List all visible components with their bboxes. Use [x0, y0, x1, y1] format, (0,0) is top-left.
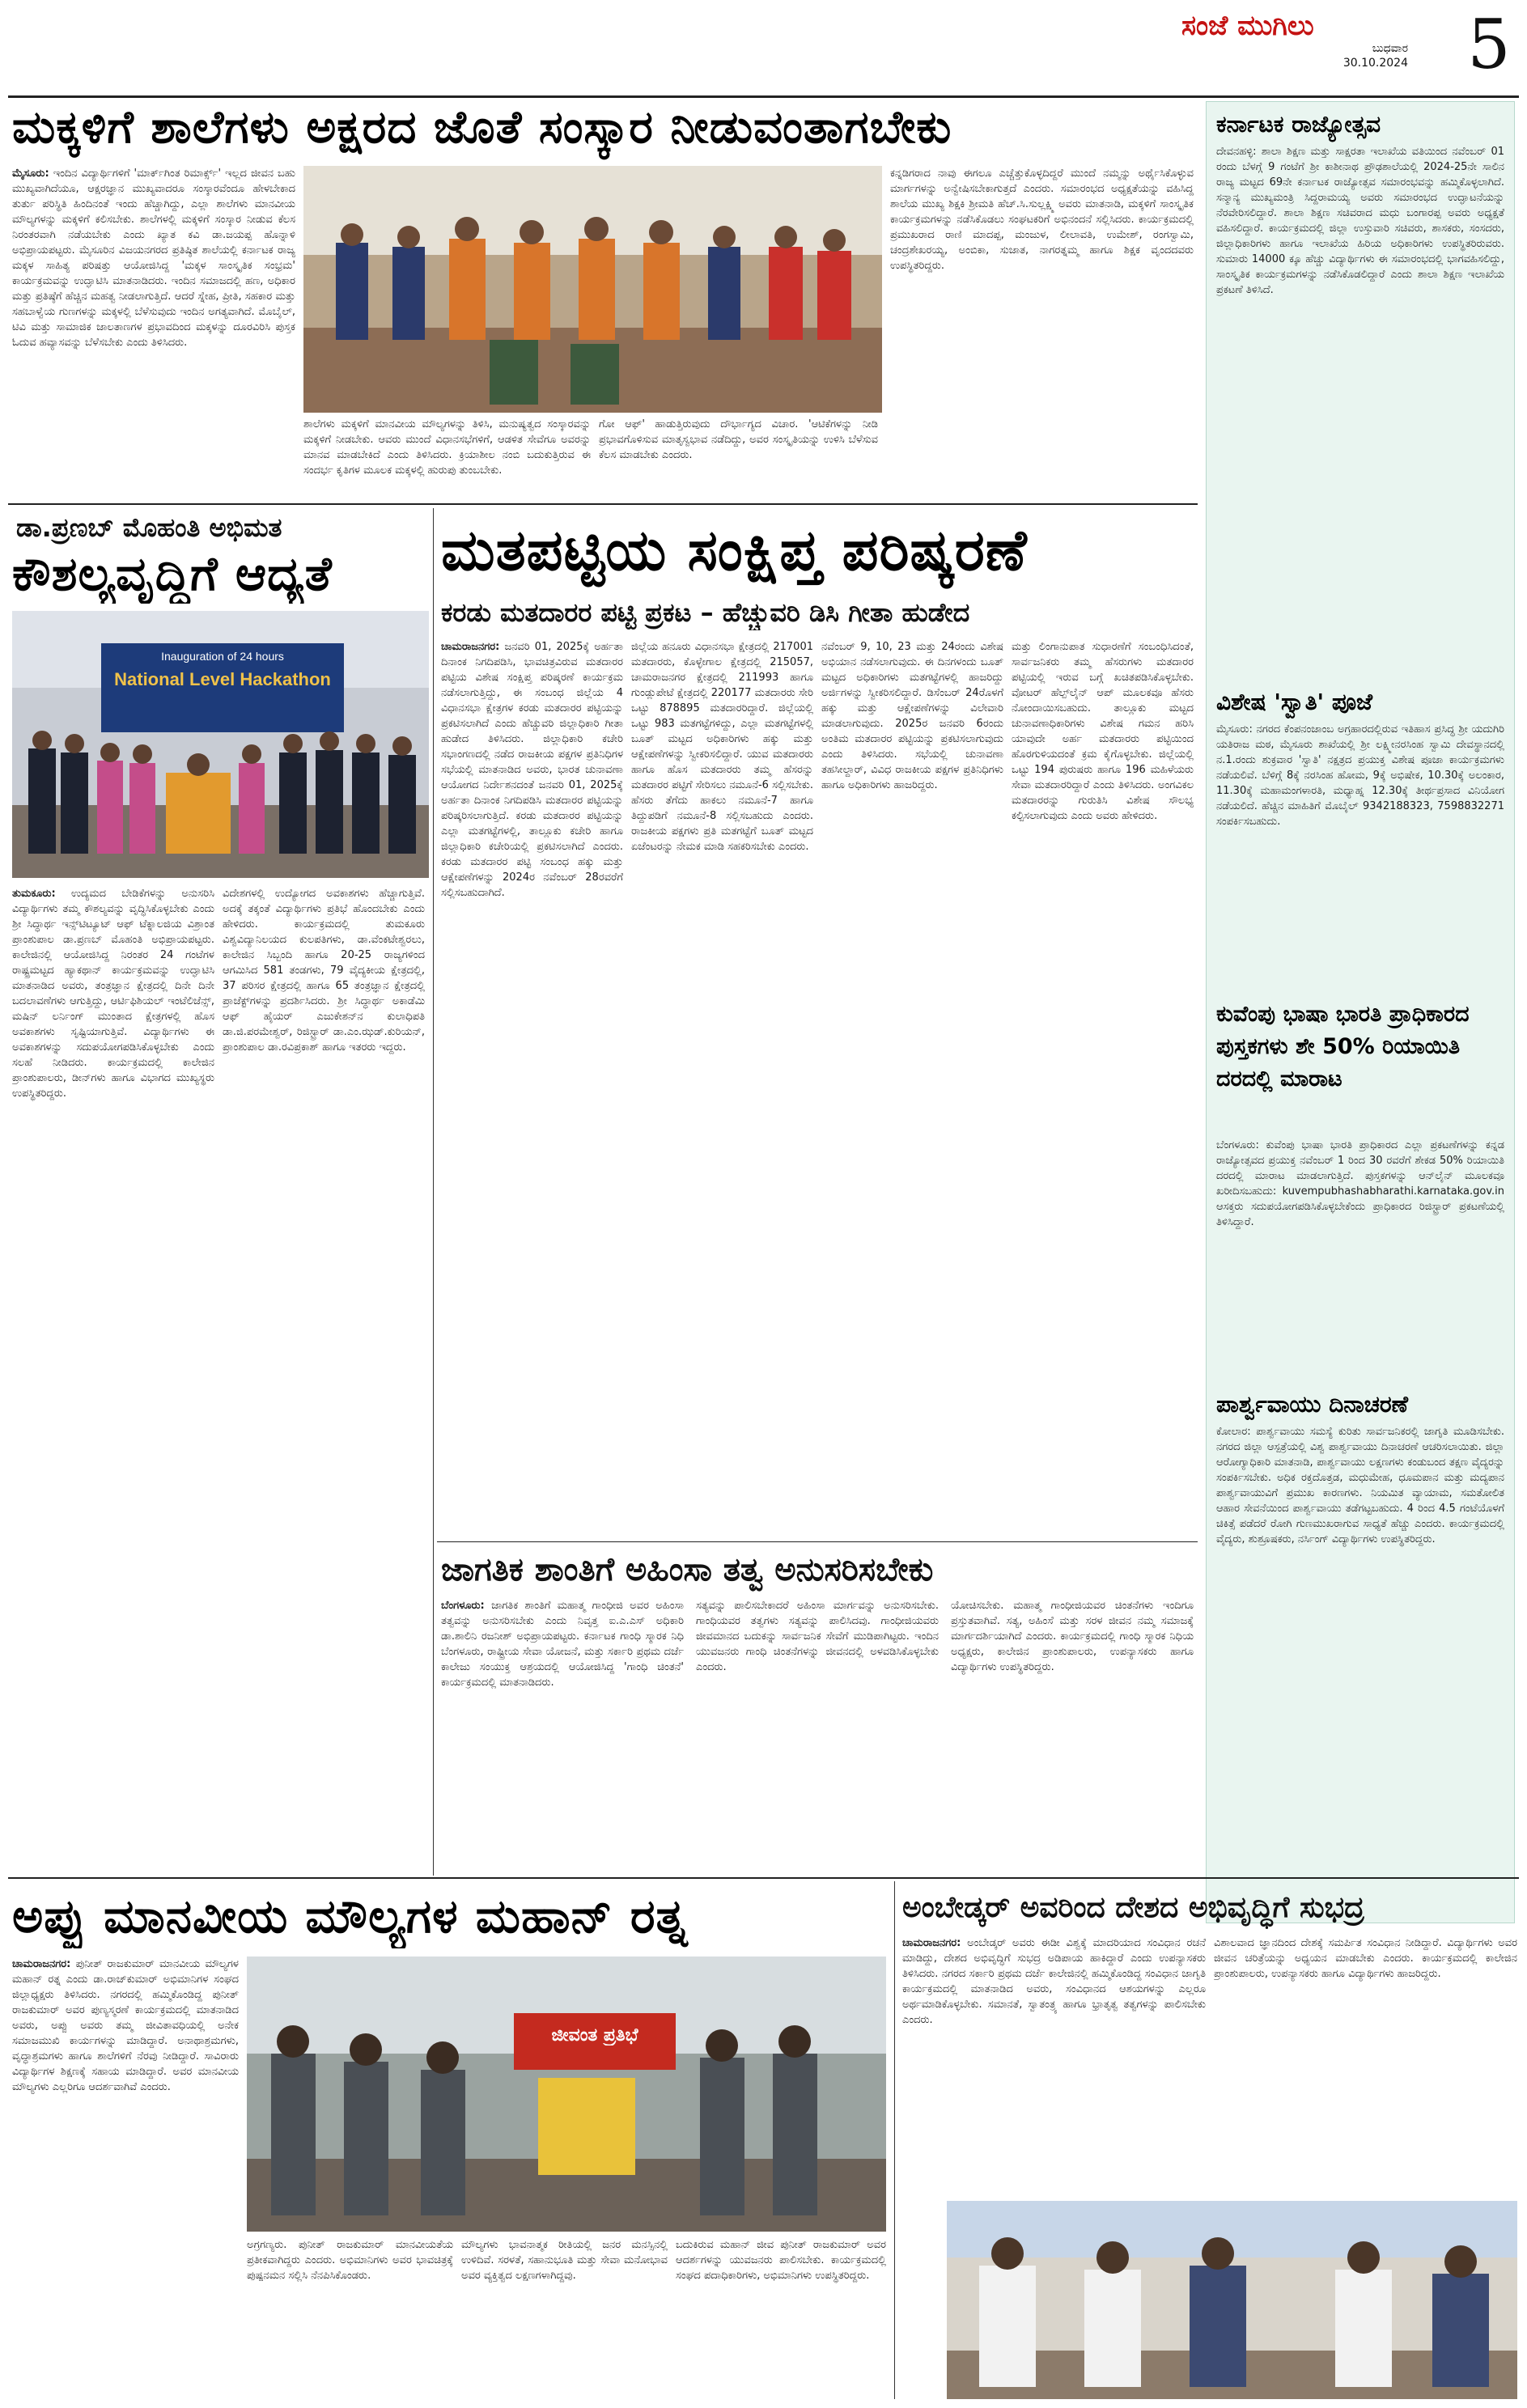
article1-col1 [12, 166, 295, 409]
hackathon-banner-line2: National Level Hackathon [114, 669, 331, 689]
article5-col3-text: ಮೌಲ್ಯಗಳು ಭಾವನಾತ್ಮಕ ರೀತಿಯಲ್ಲಿ ಜನರ ಮನಸ್ಸಿನಲ್ಲಿ ಉಳಿದಿವೆ. ಸರಳತೆ, ಸಹಾನುಭೂತಿ ಮತ್ತು ಸೇವಾ ಮನೋಭಾವ ಅವರ ವ್ಯಕ್ತಿತ್ವದ ಲಕ್ಷಣಗಳಾಗಿದ್ದವು. [461, 2239, 668, 2282]
article5-banner-text: ಜೀವಂತ ಪ್ರತಿಭೆ [551, 2025, 638, 2046]
article3-col1 [441, 639, 623, 1537]
article2-col1 [12, 886, 214, 1857]
sidebar-s4-body: ಕೋಲಾರ: ಪಾರ್ಶ್ವವಾಯು ಸಮಸ್ಯೆ ಕುರಿತು ಸಾರ್ವಜನಿಕರಲ್ಲಿ ಜಾಗೃತಿ ಮೂಡಿಸಬೇಕು. ನಗರದ ಜಿಲ್ಲಾ ಆಸ್ಪತ್ರೆಯಲ್ಲಿ ವಿಶ್ವ ಪಾರ್ಶ್ವವಾಯು ದಿನಾಚರಣೆ ಆಚರಿಸಲಾಯಿತು. ಜಿಲ್ಲಾ ಆರೋಗ್ಯಾಧಿಕಾರಿ ಮಾತನಾಡಿ, ಪಾರ್ಶ್ವವಾಯು ಲಕ್ಷಣಗಳು ಕಂಡುಬಂದ ತಕ್ಷಣ ವೈದ್ಯರನ್ನು ಸಂಪರ್ಕಿಸಬೇಕು. ಅಧಿಕ ರಕ್ತದೊತ್ತಡ, ಮಧುಮೇಹ, ಧೂಮಪಾನ ಮತ್ತು ಮದ್ಯಪಾನ ಪಾರ್ಶ್ವವಾಯುವಿಗೆ ಪ್ರಮುಖ ಕಾರಣಗಳು. ನಿಯಮಿತ ವ್ಯಾಯಾಮ, ಸಮತೋಲಿತ ಆಹಾರ ಸೇವನೆಯಿಂದ ಪಾರ್ಶ್ವವಾಯು ತಡೆಗಟ್ಟಬಹುದು. 4 ರಿಂದ 4.5 ಗಂಟೆಯೊಳಗೆ ಚಿಕಿತ್ಸೆ ಪಡೆದರೆ ರೋಗಿ ಗುಣಮುಖರಾಗುವ ಸಾಧ್ಯತೆ ಹೆಚ್ಚು ಎಂದರು. ಕಾರ್ಯಕ್ರಮದಲ್ಲಿ ವೈದ್ಯರು, ಶುಶ್ರೂಷಕರು, ನರ್ಸಿಂಗ್ ವಿದ್ಯಾರ್ಥಿಗಳು ಉಪಸ್ಥಿತರಿದ್ದರು. [1216, 1426, 1504, 1545]
article1-col2-text: ಶಾಲೆಗಳು ಮಕ್ಕಳಿಗೆ ಮಾನವೀಯ ಮೌಲ್ಯಗಳನ್ನು ತಿಳಿಸಿ, ಮನುಷ್ಯತ್ವದ ಸಂಸ್ಕಾರವನ್ನು ಮಕ್ಕಳಿಗೆ ನೀಡಬೇಕು. ಆವರು ಮುಂದೆ ವಿಧಾನಸಭೆಗಳಿಗೆ, ಆಡಳಿತ ಸೇವೆಗೂ ಅವರನ್ನು ಮಾನವ ಮಾಡಬೇಕಿದೆ ಎಂದು ತಿಳಿಸಿದರು. ಕ್ರಿಯಾಶೀಲ ನಂಬಿ ಬದುಕುತ್ತಿರುವ ಈ ಸಂದರ್ಭ ಕೃತಿಗಳ ಮೂಲಕ ಮಕ್ಕಳಲ್ಲಿ ಹುರುಪು ತುಂಬಬೇಕು. [303, 418, 591, 477]
article2-headline: ಕೌಶಲ್ಯವೃದ್ಧಿಗೆ ಆದ್ಯತೆ [12, 546, 333, 601]
article4-col1 [441, 1598, 684, 1865]
sidebar-s2-body: ಮೈಸೂರು: ನಗರದ ಕೆಂಪನಂಜಾಂಬ ಅಗ್ರಹಾರದಲ್ಲಿರುವ ಇತಿಹಾಸ ಪ್ರಸಿದ್ಧ ಶ್ರೀ ಯದುಗಿರಿ ಯತಿರಾಜ ಮಠ, ಮೈಸೂರು ಶಾಖೆಯಲ್ಲಿ ಶ್ರೀ ಲಕ್ಷ್ಮೀನರಸಿಂಹ ಸ್ವಾಮಿ ದೇವಸ್ಥಾನದಲ್ಲಿ ನ.1.ರಂದು ಶುಕ್ರವಾರ 'ಸ್ವಾತಿ' ನಕ್ಷತ್ರದ ಪ್ರಯುಕ್ತ ವಿಶೇಷ ಪೂಜಾ ಕಾರ್ಯಕ್ರಮಗಳು ನಡೆಯಲಿವೆ. ಬೆಳಿಗ್ಗೆ 8ಕ್ಕೆ ನರಸಿಂಹ ಹೋಮ, 9ಕ್ಕೆ ಅಭಿಷೇಕ, 10.30ಕ್ಕೆ ಅಲಂಕಾರ, 11.30ಕ್ಕೆ ಮಹಾಮಂಗಳಾರತಿ, ಮಧ್ಯಾಹ್ನ 12.30ಕ್ಕೆ ತೀರ್ಥಪ್ರಸಾದ ವಿನಿಯೋಗ ನಡೆಯಲಿದೆ. ಹೆಚ್ಚಿನ ಮಾಹಿತಿಗೆ ಮೊಬೈಲ್ 9342188323, 7598832271 ಸಂಪರ್ಕಿಸಬಹುದು. [1216, 723, 1504, 828]
article6-col1 [902, 1935, 1206, 2178]
right-sidebar [1206, 101, 1515, 1923]
article2-dateline: ತುಮಕೂರು: [12, 888, 56, 900]
article5-col1 [12, 1956, 239, 2397]
article1-col2 [303, 417, 591, 498]
masthead-logo-text: ಸಂಜೆ ಮುಗಿಲು [1181, 10, 1314, 42]
article2-col2 [223, 886, 425, 1857]
article5-col4-text: ಬದುಕಿರುವ ಮಹಾನ್ ಜೀವ ಪುನೀತ್ ರಾಜಕುಮಾರ್ ಅವರ ಆದರ್ಶಗಳನ್ನು ಯುವಜನರು ಪಾಲಿಸಬೇಕು. ಕಾರ್ಯಕ್ರಮದಲ್ಲಿ ಸಂಘದ ಪದಾಧಿಕಾರಿಗಳು, ಅಭಿಮಾನಿಗಳು ಉಪಸ್ಥಿತರಿದ್ದರು. [676, 2239, 886, 2282]
article3-col2-text: ಜಿಲ್ಲೆಯ ಹನೂರು ವಿಧಾನಸಭಾ ಕ್ಷೇತ್ರದಲ್ಲಿ 217001 ಮತದಾರರು, ಕೊಳ್ಳೇಗಾಲ ಕ್ಷೇತ್ರದಲ್ಲಿ 215057, ಚಾಮರಾಜನಗರ ಕ್ಷೇತ್ರದಲ್ಲಿ 211993 ಹಾಗೂ ಗುಂಡ್ಲುಪೇಟೆ ಕ್ಷೇತ್ರದಲ್ಲಿ 220177 ಮತದಾರರು ಸೇರಿ ಒಟ್ಟು 878895 ಮತದಾರರಿದ್ದಾರೆ. ಜಿಲ್ಲೆಯಲ್ಲಿ ಒಟ್ಟು 983 ಮತಗಟ್ಟೆಗಳಿದ್ದು, ಎಲ್ಲಾ ಮತಗಟ್ಟೆಗಳಲ್ಲಿ ಬೂತ್ ಮಟ್ಟದ ಅಧಿಕಾರಿಗಳು ಹಕ್ಕು ಮತ್ತು ಆಕ್ಷೇಪಣೆಗಳನ್ನು ಸ್ವೀಕರಿಸಲಿದ್ದಾರೆ. ಯುವ ಮತದಾರರು ಹಾಗೂ ಹೊಸ ಮತದಾರರು ತಮ್ಮ ಹೆಸರನ್ನು ಮತದಾರರ ಪಟ್ಟಿಗೆ ಸೇರಿಸಲು ನಮೂನೆ-6 ಸಲ್ಲಿಸಬೇಕು. ಹೆಸರು ತೆಗೆದು ಹಾಕಲು ನಮೂನೆ-7 ಹಾಗೂ ತಿದ್ದುಪಡಿಗೆ ನಮೂನೆ-8 ಸಲ್ಲಿಸಬಹುದು ಎಂದರು. ರಾಜಕೀಯ ಪಕ್ಷಗಳು ಪ್ರತಿ ಮತಗಟ್ಟೆಗೆ ಬೂತ್ ಮಟ್ಟದ ಏಜೆಂಟರನ್ನು ನೇಮಕ ಮಾಡಿ ಸಹಕರಿಸಬೇಕು ಎಂದರು. [631, 641, 813, 853]
article2-photo [12, 611, 429, 878]
sidebar-s3-title: ಕುವೆಂಪು ಭಾಷಾ ಭಾರತಿ ಪ್ರಾಧಿಕಾರದ ಪುಸ್ತಕಗಳು ಶೇ 50% ರಿಯಾಯಿತಿ ದರದಲ್ಲಿ ಮಾರಾಟ [1216, 1002, 1470, 1092]
article4-col1-text: ಜಾಗತಿಕ ಶಾಂತಿಗೆ ಮಹಾತ್ಮ ಗಾಂಧೀಜಿ ಅವರ ಅಹಿಂಸಾ ತತ್ವವನ್ನು ಅನುಸರಿಸಬೇಕು ಎಂದು ನಿವೃತ್ತ ಐ.ಎ.ಎಸ್ ಅಧಿಕಾರಿ ಡಾ.ಶಾಲಿನಿ ರಜನೀಶ್ ಅಭಿಪ್ರಾಯಪಟ್ಟರು. ಕರ್ನಾಟಕ ಗಾಂಧಿ ಸ್ಮಾರಕ ನಿಧಿ ಬೆಂಗಳೂರು, ರಾಷ್ಟ್ರೀಯ ಸೇವಾ ಯೋಜನೆ, ಮತ್ತು ಸರ್ಕಾರಿ ಪ್ರಥಮ ದರ್ಜೆ ಕಾಲೇಜು ಸಂಯುಕ್ತ ಆಶ್ರಯದಲ್ಲಿ ಆಯೋಜಿಸಿದ್ದ 'ಗಾಂಧಿ ಚಿಂತನೆ' ಕಾರ್ಯಕ್ರಮದಲ್ಲಿ ಮಾತನಾಡಿದರು. [441, 1600, 684, 1689]
article5-right-rule [894, 1881, 895, 2399]
hackathon-banner-line1: Inauguration of 24 hours [161, 650, 284, 663]
article3-col4 [1012, 639, 1194, 1537]
sidebar-s4-title: ಪಾರ್ಶ್ವವಾಯು ದಿನಾಚರಣೆ [1216, 1391, 1409, 1418]
article3-dateline: ಚಾಮರಾಜನಗರ: [441, 641, 500, 653]
article5-dateline: ಚಾಮರಾಜನಗರ: [12, 1958, 71, 1970]
article1-col4 [890, 166, 1194, 498]
article5-col1-text: ಪುನೀತ್ ರಾಜಕುಮಾರ್ ಮಾನವೀಯ ಮೌಲ್ಯಗಳ ಮಹಾನ್ ರತ್ನ ಎಂದು ಡಾ.ರಾಜ್‌ಕುಮಾರ್ ಅಭಿಮಾನಿಗಳ ಸಂಘದ ಜಿಲ್ಲಾಧ್ಯಕ್ಷರು ತಿಳಿಸಿದರು. ನಗರದಲ್ಲಿ ಹಮ್ಮಿಕೊಂಡಿದ್ದ ಪುನೀತ್ ರಾಜಕುಮಾರ್ ಅವರ ಪುಣ್ಯಸ್ಮರಣೆ ಕಾರ್ಯಕ್ರಮದಲ್ಲಿ ಮಾತನಾಡಿದ ಅವರು, ಅಪ್ಪು ಅವರು ತಮ್ಮ ಜೀವಿತಾವಧಿಯಲ್ಲಿ ಅನೇಕ ಸಮಾಜಮುಖಿ ಕಾರ್ಯಗಳನ್ನು ಮಾಡಿದ್ದಾರೆ. ಅನಾಥಾಶ್ರಮಗಳು, ವೃದ್ಧಾಶ್ರಮಗಳು ಹಾಗೂ ಶಾಲೆಗಳಿಗೆ ನೆರವು ನೀಡಿದ್ದಾರೆ. ಸಾವಿರಾರು ವಿದ್ಯಾರ್ಥಿಗಳ ಶಿಕ್ಷಣಕ್ಕೆ ಸಹಾಯ ಮಾಡಿದ್ದಾರೆ. ಅವರ ಮಾನವೀಯ ಮೌಲ್ಯಗಳು ಎಲ್ಲರಿಗೂ ಆದರ್ಶವಾಗಿವೆ ಎಂದರು. [12, 1958, 239, 2093]
article3-col4-text: ಮತ್ತು ಲಿಂಗಾನುಪಾತ ಸುಧಾರಣೆಗೆ ಸಂಬಂಧಿಸಿದಂತೆ, ಸಾರ್ವಜನಿಕರು ತಮ್ಮ ಹೆಸರುಗಳು ಮತದಾರರ ಪಟ್ಟಿಯಲ್ಲಿ ಇರುವ ಬಗ್ಗೆ ಖಚಿತಪಡಿಸಿಕೊಳ್ಳಬೇಕು. ವೋಟರ್ ಹೆಲ್ಪ್‌ಲೈನ್ ಆಪ್ ಮೂಲಕವೂ ಹೆಸರು ನೋಂದಾಯಿಸಬಹುದು. ತಾಲ್ಲೂಕು ಮಟ್ಟದ ಚುನಾವಣಾಧಿಕಾರಿಗಳು ವಿಶೇಷ ಗಮನ ಹರಿಸಿ ಯಾವುದೇ ಅರ್ಹ ಮತದಾರರು ಪಟ್ಟಿಯಿಂದ ಹೊರಗುಳಿಯದಂತೆ ಕ್ರಮ ಕೈಗೊಳ್ಳಬೇಕು. ಜಿಲ್ಲೆಯಲ್ಲಿ ಒಟ್ಟು 194 ಪುರುಷರು ಹಾಗೂ 196 ಮಹಿಳೆಯರು ಸೇವಾ ಮತದಾರರಿದ್ದಾರೆ ಎಂದು ತಿಳಿಸಿದರು. ಅಂಗವಿಕಲ ಮತದಾರರನ್ನು ಗುರುತಿಸಿ ವಿಶೇಷ ಸೌಲಭ್ಯ ಕಲ್ಪಿಸಲಾಗುವುದು ಎಂದು ಅವರು ಹೇಳಿದರು. [1012, 641, 1194, 822]
article3-bottom-rule [437, 1541, 1198, 1542]
article2-col2-text: ವಿದೇಶಗಳಲ್ಲಿ ಉದ್ಯೋಗದ ಅವಕಾಶಗಳು ಹೆಚ್ಚಾಗುತ್ತಿವೆ. ಅದಕ್ಕೆ ತಕ್ಕಂತೆ ವಿದ್ಯಾರ್ಥಿಗಳು ಪ್ರತಿಭೆ ಹೊಂದಬೇಕು ಎಂದು ಹೇಳಿದರು. ಕಾರ್ಯಕ್ರಮದಲ್ಲಿ ತುಮಕೂರು ವಿಶ್ವವಿದ್ಯಾನಿಲಯದ ಕುಲಪತಿಗಳು, ಡಾ.ವೆಂಕಟೇಶ್ವರಲು, ಕಾಲೇಜಿನ ಸಿಬ್ಬಂದಿ ಹಾಗೂ 20-25 ರಾಜ್ಯಗಳಿಂದ ಆಗಮಿಸಿದ 581 ತಂಡಗಳು, 79 ವೈದ್ಯಕೀಯ ಕ್ಷೇತ್ರದಲ್ಲಿ, 37 ಪರಿಸರ ಕ್ಷೇತ್ರದಲ್ಲಿ ಹಾಗೂ 65 ತಂತ್ರಜ್ಞಾನ ಕ್ಷೇತ್ರದಲ್ಲಿ ಪ್ರಾಜೆಕ್ಟ್‌ಗಳನ್ನು ಪ್ರದರ್ಶಿಸಿದರು. ಶ್ರೀ ಸಿದ್ಧಾರ್ಥ ಅಕಾಡೆಮಿ ಆಫ್ ಹೈಯರ್ ಎಜುಕೇಶನ್‌ನ ಕುಲಾಧಿಪತಿ ಡಾ.ಜಿ.ಪರಮೇಶ್ವರ್, ರಿಜಿಸ್ಟ್ರಾರ್ ಡಾ.ಎಂ.ಝಡ್.ಕುರಿಯನ್, ಪ್ರಾಂಶುಪಾಲ ಡಾ.ರವಿಪ್ರಕಾಶ್ ಹಾಗೂ ಇತರರು ಇದ್ದರು. [223, 888, 425, 1054]
article5-photo [247, 1956, 886, 2232]
masthead-logo [1181, 8, 1449, 65]
article3-headline: ಮತಪಟ್ಟಿಯ ಸಂಕ್ಷಿಪ್ತ ಪರಿಷ್ಕರಣೆ [441, 517, 1028, 583]
article2-col1-text: ಉದ್ಯಮದ ಬೇಡಿಕೆಗಳನ್ನು ಅನುಸರಿಸಿ ವಿದ್ಯಾರ್ಥಿಗಳು ತಮ್ಮ ಕೌಶಲ್ಯವನ್ನು ವೃದ್ಧಿಸಿಕೊಳ್ಳಬೇಕು ಎಂದು ಶ್ರೀ ಸಿದ್ಧಾರ್ಥ ಇನ್ಸ್‌ಟಿಟ್ಯೂಟ್ ಆಫ್ ಟೆಕ್ನಾಲಜಿಯ ವಿಶ್ರಾಂತ ಪ್ರಾಂಶುಪಾಲ ಡಾ.ಪ್ರಣಬ್ ಮೊಹಂತಿ ಅಭಿಪ್ರಾಯಪಟ್ಟರು. ಕಾಲೇಜಿನಲ್ಲಿ ಆಯೋಜಿಸಿದ್ದ ನಿರಂತರ 24 ಗಂಟೆಗಳ ರಾಷ್ಟ್ರಮಟ್ಟದ ಹ್ಯಾಕಥಾನ್ ಕಾರ್ಯಕ್ರಮವನ್ನು ಉದ್ಘಾಟಿಸಿ ಮಾತನಾಡಿದ ಅವರು, ತಂತ್ರಜ್ಞಾನ ಕ್ಷೇತ್ರದಲ್ಲಿ ದಿನೇ ದಿನೇ ಬದಲಾವಣೆಗಳು ಆಗುತ್ತಿದ್ದು, ಆರ್ಟಿಫಿಶಿಯಲ್ ಇಂಟೆಲಿಜೆನ್ಸ್, ಮಷಿನ್ ಲರ್ನಿಂಗ್ ಮುಂತಾದ ಕ್ಷೇತ್ರಗಳಲ್ಲಿ ಹೊಸ ಅವಕಾಶಗಳು ಸೃಷ್ಟಿಯಾಗುತ್ತಿವೆ. ವಿದ್ಯಾರ್ಥಿಗಳು ಈ ಅವಕಾಶಗಳನ್ನು ಸದುಪಯೋಗಪಡಿಸಿಕೊಳ್ಳಬೇಕು ಎಂದು ಸಲಹೆ ನೀಡಿದರು. ಕಾರ್ಯಕ್ರಮದಲ್ಲಿ ಕಾಲೇಜಿನ ಪ್ರಾಂಶುಪಾಲರು, ಡೀನ್‌ಗಳು ಹಾಗೂ ವಿಭಾಗದ ಮುಖ್ಯಸ್ಥರು ಉಪಸ್ಥಿತರಿದ್ದರು. [12, 888, 214, 1100]
article1-col1-text: ಇಂದಿನ ವಿದ್ಯಾರ್ಥಿಗಳಿಗೆ 'ಮಾರ್ಕ್‌ಗಿಂತ ರಿಮಾರ್ಕ್ಸ್' ಇಲ್ಲದ ಜೀವನ ಬಹು ಮುಖ್ಯವಾಗಿದೆಯೂ, ಆಕ್ಷರಜ್ಞಾನ ಮುಖ್ಯವಾದರೂ ಸಂಸ್ಕಾರವೆಂದೂ ಹೇಳಬೇಕಾದ ತುರ್ತು ಪರಿಸ್ಥಿತಿ ಹಿಂದಿನಂತೆ ಇಂದು ಹೆಚ್ಚಾಗಿದ್ದು, ಎಲ್ಲಾ ಶಾಲೆಗಳು ಮಾನವೀಯ ಮೌಲ್ಯಗಳನ್ನು ಮಕ್ಕಳಿಗೆ ಕಲಿಸಬೇಕು. ಶಾಲೆಗಳಲ್ಲಿ ಮಕ್ಕಳಿಗೆ ಸಂಸ್ಕಾರ ನೀಡುವ ಕೆಲಸ ನಿರಂತರವಾಗಿ ನಡೆಯಬೇಕು ಎಂದು ಖ್ಯಾತ ಕವಿ ಡಾ.ಜಯಪ್ಪ ಹೊನ್ನಾಳಿ ಅಭಿಪ್ರಾಯಪಟ್ಟರು. ಮೈಸೂರಿನ ವಿಜಯನಗರದ ಪ್ರತಿಷ್ಠಿತ ಶಾಲೆಯಲ್ಲಿ ಕರ್ನಾಟಕ ರಾಜ್ಯ ಮಕ್ಕಳ ಸಾಹಿತ್ಯ ಪರಿಷತ್ತು ಆಯೋಜಿಸಿದ್ದ 'ಮಕ್ಕಳ ಸಾಂಸ್ಕೃತಿಕ ಸಂಭ್ರಮ' ಕಾರ್ಯಕ್ರಮವನ್ನು ಉದ್ಘಾಟಿಸಿ ಮಾತನಾಡಿದರು. ಇಂದಿನ ಸಮಾಜದಲ್ಲಿ ಹಣ, ಅಧಿಕಾರ ಮತ್ತು ಪ್ರತಿಷ್ಠೆಗೆ ಹೆಚ್ಚಿನ ಮಹತ್ವ ನೀಡಲಾಗುತ್ತಿದೆ. ಆದರೆ ಸ್ನೇಹ, ಪ್ರೀತಿ, ಸಹಕಾರ ಮತ್ತು ಸಹಬಾಳ್ವೆಯ ಗುಣಗಳನ್ನು ಮಕ್ಕಳಲ್ಲಿ ಬೆಳೆಸುವುದು ಇಂದಿನ ಅಗತ್ಯವಾಗಿದೆ. ಮೊಬೈಲ್, ಟಿವಿ ಮತ್ತು ಸಾಮಾಜಿಕ ಜಾಲತಾಣಗಳ ಪ್ರಭಾವದಿಂದ ಮಕ್ಕಳನ್ನು ದೂರವಿರಿಸಿ ಪುಸ್ತಕ ಓದುವ ಹವ್ಯಾಸವನ್ನು ಬೆಳೆಸಬೇಕು ಎಂದು ತಿಳಿಸಿದರು. [12, 167, 295, 349]
article4-headline: ಜಾಗತಿಕ ಶಾಂತಿಗೆ ಅಹಿಂಸಾ ತತ್ವ ಅನುಸರಿಸಬೇಕು [441, 1551, 934, 1588]
article1-headline: ಮಕ್ಕಳಿಗೆ ಶಾಲೆಗಳು ಅಕ್ಷರದ ಜೊತೆ ಸಂಸ್ಕಾರ ನೀಡುವಂತಾಗಬೇಕು [12, 101, 952, 154]
sidebar-s1-body: ದೇವನಹಳ್ಳಿ: ಶಾಲಾ ಶಿಕ್ಷಣ ಮತ್ತು ಸಾಕ್ಷರತಾ ಇಲಾಖೆಯ ವತಿಯಿಂದ ನವೆಂಬರ್ 01 ರಂದು ಬೆಳಗ್ಗೆ 9 ಗಂಟೆಗೆ ಶ್ರೀ ಕಾಶೀನಾಥ ಪ್ರೌಢಶಾಲೆಯಲ್ಲಿ 2024-25ನೇ ಸಾಲಿನ ರಾಜ್ಯ ಮಟ್ಟದ 69ನೇ ಕರ್ನಾಟಕ ರಾಜ್ಯೋತ್ಸವ ಸಮಾರಂಭವನ್ನು ಹಮ್ಮಿಕೊಳ್ಳಲಾಗಿದೆ. ಸನ್ಮಾನ್ಯ ಮುಖ್ಯಮಂತ್ರಿ ಸಿದ್ದರಾಮಯ್ಯ ಅವರು ಸಮಾರಂಭದ ಉದ್ಘಾಟನೆಯನ್ನು ನೆರವೇರಿಸಲಿದ್ದಾರೆ. ಶಾಲಾ ಶಿಕ್ಷಣ ಸಚಿವರಾದ ಮಧು ಬಂಗಾರಪ್ಪ ಅವರು ಅಧ್ಯಕ್ಷತೆ ವಹಿಸಲಿದ್ದಾರೆ. ಕಾರ್ಯಕ್ರಮದಲ್ಲಿ ಜಿಲ್ಲಾ ಉಸ್ತುವಾರಿ ಸಚಿವರು, ಶಾಸಕರು, ಸಂಸದರು, ಜಿಲ್ಲಾಧಿಕಾರಿಗಳು ಹಾಗೂ ಇಲಾಖೆಯ ಹಿರಿಯ ಅಧಿಕಾರಿಗಳು ಉಪಸ್ಥಿತರಿರುವರು. ಸುಮಾರು 14000 ಕ್ಕೂ ಹೆಚ್ಚು ವಿದ್ಯಾರ್ಥಿಗಳು ಈ ಸಮಾರಂಭದಲ್ಲಿ ಭಾಗವಹಿಸಲಿದ್ದು, ಸಾಂಸ್ಕೃತಿಕ ಕಾರ್ಯಕ್ರಮಗಳನ್ನು ನಡೆಸಿಕೊಡಲಿದ್ದಾರೆ ಎಂದು ಶಾಲಾ ಶಿಕ್ಷಣ ಇಲಾಖೆಯ ಪ್ರಕಟಣೆ ತಿಳಿಸಿದೆ. [1216, 146, 1504, 296]
article6-col2 [1214, 1935, 1517, 2178]
article1-bottom-rule [8, 503, 1198, 505]
article5-col4 [676, 2237, 886, 2399]
article6-photo [947, 2201, 1517, 2399]
article5-headline: ಅಪ್ಪು ಮಾನವೀಯ ಮೌಲ್ಯಗಳ ಮಹಾನ್ ರತ್ನ [12, 1889, 689, 1944]
article6-headline: ಅಂಬೇಡ್ಕರ್ ಅವರಿಂದ ದೇಶದ ಅಭಿವೃದ್ಧಿಗೆ ಸುಭದ್ರ [902, 1891, 1364, 1924]
article3-subheadline: ಕರಡು ಮತದಾರರ ಪಟ್ಟಿ ಪ್ರಕಟ – ಹೆಚ್ಚುವರಿ ಡಿಸಿ ಗೀತಾ ಹುಡೇದ [441, 597, 970, 628]
article1-col3 [599, 417, 878, 498]
article6-dateline: ಚಾಮರಾಜನಗರ: [902, 1937, 961, 1949]
article2-kicker: ಡಾ.ಪ್ರಣಬ್ ಮೊಹಂತಿ ಅಭಿಮತ [16, 512, 282, 543]
sidebar-s2-title: ವಿಶೇಷ 'ಸ್ವಾತಿ' ಪೂಜೆ [1216, 689, 1372, 715]
article2-right-rule [433, 508, 434, 1876]
article1-col4-text: ಕನ್ನಡಿಗರಾದ ನಾವು ಈಗಲೂ ಎಚ್ಚೆತ್ತುಕೊಳ್ಳದಿದ್ದರೆ ಮುಂದೆ ನಮ್ಮನ್ನು ಅರ್ಥೈಸಿಕೊಳ್ಳುವ ಮಾರ್ಗಗಳನ್ನು ಅನ್ವೇಷಿಸಬೇಕಾಗುತ್ತದೆ ಎಂದರು. ಸಮಾರಂಭದ ಅಧ್ಯಕ್ಷತೆಯನ್ನು ವಹಿಸಿದ್ದ ಶಾಲೆಯ ಮುಖ್ಯ ಶಿಕ್ಷಕಿ ಶ್ರೀಮತಿ ಹೆಚ್.ಸಿ.ಸುಲ್ಲಕ್ಷ್ಮಿ ಅವರು ಮಾತನಾಡಿ, ಮಕ್ಕಳಿಗೆ ಸಾಂಸ್ಕೃತಿಕ ಕಾರ್ಯಕ್ರಮಗಳನ್ನು ನಡೆಸಿಕೊಡಲು ಸಂಘಟಕರಿಗೆ ಅಭಿನಂದನೆ ಸಲ್ಲಿಸಿದರು. ಕಾರ್ಯಕ್ರಮದಲ್ಲಿ ಪ್ರಮುಖರಾದ ರಾಣಿ ಮಾದಪ್ಪ, ಮಂಜುಳ, ಲೀಲಾವತಿ, ಉಮೇಶ್, ರಂಗಸ್ವಾಮಿ, ಚಂದ್ರಶೇಖರಯ್ಯ, ಅಂಬಿಕಾ, ಸುಜಾತ, ನಾಗರತ್ನಮ್ಮ ಹಾಗೂ ಶಿಕ್ಷಕ ವೃಂದದವರು ಉಪಸ್ಥಿತರಿದ್ದರು. [890, 167, 1194, 272]
lower-section-rule [8, 1877, 1519, 1879]
article1-col3-text: ಗೋ ಆಫ್' ಹಾಡುತ್ತಿರುವುದು ದೌರ್ಭಾಗ್ಯದ ವಿಚಾರ. 'ಆಟಿಕೆಗಳನ್ನು ನೀಡಿ ಪ್ರಭಾವಗೊಳಿಸುವ ಮಾತೃಸ್ವಭಾವ ನಡೆದಿದ್ದು, ಅವರ ಸಂಸ್ಕೃತಿಯನ್ನು ಉಳಿಸಿ ಬೆಳೆಸುವ ಕೆಲಸ ಮಾಡಬೇಕು ಎಂದರು. [599, 418, 878, 461]
article5-col3 [461, 2237, 668, 2399]
article5-col2 [247, 2237, 453, 2399]
article3-col2 [631, 639, 813, 1537]
sidebar-s3-body: ಬೆಂಗಳೂರು: ಕುವೆಂಪು ಭಾಷಾ ಭಾರತಿ ಪ್ರಾಧಿಕಾರದ ಎಲ್ಲಾ ಪ್ರಕಟಣೆಗಳನ್ನು ಕನ್ನಡ ರಾಜ್ಯೋತ್ಸವದ ಪ್ರಯುಕ್ತ ನವೆಂಬರ್ 1 ರಿಂದ 30 ರವರೆಗೆ ಶೇಕಡ 50% ರಿಯಾಯಿತಿ ದರದಲ್ಲಿ ಮಾರಾಟ ಮಾಡಲಾಗುತ್ತಿದೆ. ಪುಸ್ತಕಗಳನ್ನು ಆನ್‌ಲೈನ್ ಮೂಲಕವೂ ಖರೀದಿಸಬಹುದು: kuvempubhashabharathi.karnataka.gov.in ಆಸಕ್ತರು ಸದುಪಯೋಗಪಡಿಸಿಕೊಳ್ಳಬೇಕೆಂದು ಪ್ರಾಧಿಕಾರದ ರಿಜಿಸ್ಟ್ರಾರ್ ಪ್ರಕಟಣೆಯಲ್ಲಿ ತಿಳಿಸಿದ್ದಾರೆ. [1216, 1139, 1504, 1228]
masthead-day: ಬುಧವಾರ [1372, 42, 1408, 55]
article1-photo [303, 166, 882, 413]
article6-col2-text: ವಿಶಾಲವಾದ ಜ್ಞಾನದಿಂದ ದೇಶಕ್ಕೆ ಸಮರ್ಪಿತ ಸಂವಿಧಾನ ನೀಡಿದ್ದಾರೆ. ವಿದ್ಯಾರ್ಥಿಗಳು ಅವರ ಜೀವನ ಚರಿತ್ರೆಯನ್ನು ಅಧ್ಯಯನ ಮಾಡಬೇಕು ಎಂದರು. ಕಾರ್ಯಕ್ರಮದಲ್ಲಿ ಕಾಲೇಜಿನ ಪ್ರಾಂಶುಪಾಲರು, ಉಪನ್ಯಾಸಕರು ಹಾಗೂ ವಿದ್ಯಾರ್ಥಿಗಳು ಹಾಜರಿದ್ದರು. [1214, 1937, 1517, 1980]
sidebar-s1-title: ಕರ್ನಾಟಕ ರಾಜ್ಯೋತ್ಸವ [1216, 111, 1381, 138]
article3-col3-text: ನವೆಂಬರ್ 9, 10, 23 ಮತ್ತು 24ರಂದು ವಿಶೇಷ ಅಭಿಯಾನ ನಡೆಸಲಾಗುವುದು. ಈ ದಿನಗಳಂದು ಬೂತ್ ಮಟ್ಟದ ಅಧಿಕಾರಿಗಳು ಮತಗಟ್ಟೆಗಳಲ್ಲಿ ಹಾಜರಿದ್ದು ಅರ್ಜಿಗಳನ್ನು ಸ್ವೀಕರಿಸಲಿದ್ದಾರೆ. ಡಿಸೆಂಬರ್ 24ರೊಳಗೆ ಹಕ್ಕು ಮತ್ತು ಆಕ್ಷೇಪಣೆಗಳನ್ನು ವಿಲೇವಾರಿ ಮಾಡಲಾಗುವುದು. 2025ರ ಜನವರಿ 6ರಂದು ಅಂತಿಮ ಮತದಾರರ ಪಟ್ಟಿಯನ್ನು ಪ್ರಕಟಿಸಲಾಗುವುದು ಎಂದು ತಿಳಿಸಿದರು. ಸಭೆಯಲ್ಲಿ ಚುನಾವಣಾ ತಹಸೀಲ್ದಾರ್, ವಿವಿಧ ರಾಜಕೀಯ ಪಕ್ಷಗಳ ಪ್ರತಿನಿಧಿಗಳು ಹಾಗೂ ಅಧಿಕಾರಿಗಳು ಹಾಜರಿದ್ದರು. [821, 641, 1003, 791]
article3-col1-text: ಜನವರಿ 01, 2025ಕ್ಕೆ ಅರ್ಹತಾ ದಿನಾಂಕ ನಿಗದಿಪಡಿಸಿ, ಭಾವಚಿತ್ರವಿರುವ ಮತದಾರರ ಪಟ್ಟಿಯ ವಿಶೇಷ ಸಂಕ್ಷಿಪ್ತ ಪರಿಷ್ಕರಣೆ ಕಾರ್ಯಕ್ರಮ ನಡೆಸಲಾಗುತ್ತಿದ್ದು, ಈ ಸಂಬಂಧ ಜಿಲ್ಲೆಯ 4 ವಿಧಾನಸಭಾ ಕ್ಷೇತ್ರಗಳ ಕರಡು ಮತದಾರರ ಪಟ್ಟಿಯನ್ನು ಪ್ರಕಟಿಸಲಾಗಿದೆ ಎಂದು ಹೆಚ್ಚುವರಿ ಜಿಲ್ಲಾಧಿಕಾರಿ ಗೀತಾ ಹುಡೇದ ತಿಳಿಸಿದರು. ಜಿಲ್ಲಾಧಿಕಾರಿ ಕಚೇರಿ ಸಭಾಂಗಣದಲ್ಲಿ ನಡೆದ ರಾಜಕೀಯ ಪಕ್ಷಗಳ ಪ್ರತಿನಿಧಿಗಳ ಸಭೆಯಲ್ಲಿ ಮಾತನಾಡಿದ ಅವರು, ಭಾರತ ಚುನಾವಣಾ ಆಯೋಗದ ನಿರ್ದೇಶನದಂತೆ ಜನವರಿ 01, 2025ಕ್ಕೆ ಅರ್ಹತಾ ದಿನಾಂಕ ನಿಗದಿಪಡಿಸಿ ಮತದಾರರ ಪಟ್ಟಿಯನ್ನು ಪರಿಷ್ಕರಿಸಲಾಗುತ್ತಿದೆ. ಕರಡು ಮತದಾರರ ಪಟ್ಟಿಯನ್ನು ಎಲ್ಲಾ ಮತಗಟ್ಟೆಗಳಲ್ಲಿ, ತಾಲ್ಲೂಕು ಕಚೇರಿ ಹಾಗೂ ಜಿಲ್ಲಾಧಿಕಾರಿ ಕಚೇರಿಯಲ್ಲಿ ಪ್ರಕಟಿಸಲಾಗಿದೆ ಎಂದರು. ಕರಡು ಮತದಾರರ ಪಟ್ಟಿ ಸಂಬಂಧ ಹಕ್ಕು ಮತ್ತು ಆಕ್ಷೇಪಣೆಗಳನ್ನು 2024ರ ನವೆಂಬರ್ 28ರವರೆಗೆ ಸಲ್ಲಿಸಬಹುದಾಗಿದೆ. [441, 641, 623, 899]
article6-col1-text: ಅಂಬೇಡ್ಕರ್ ಅವರು ಈಡೀ ವಿಶ್ವಕ್ಕೆ ಮಾದರಿಯಾದ ಸಂವಿಧಾನ ರಚನೆ ಮಾಡಿದ್ದು, ದೇಶದ ಅಭಿವೃದ್ಧಿಗೆ ಸುಭದ್ರ ಅಡಿಪಾಯ ಹಾಕಿದ್ದಾರೆ ಎಂದು ಉಪನ್ಯಾಸಕರು ತಿಳಿಸಿದರು. ನಗರದ ಸರ್ಕಾರಿ ಪ್ರಥಮ ದರ್ಜೆ ಕಾಲೇಜಿನಲ್ಲಿ ಹಮ್ಮಿಕೊಂಡಿದ್ದ ಸಂವಿಧಾನ ಜಾಗೃತಿ ಕಾರ್ಯಕ್ರಮದಲ್ಲಿ ಮಾತನಾಡಿದ ಅವರು, ಸಂವಿಧಾನದ ಆಶಯಗಳನ್ನು ಎಲ್ಲರೂ ಅರ್ಥಮಾಡಿಕೊಳ್ಳಬೇಕು. ಸಮಾನತೆ, ಸ್ವಾತಂತ್ರ್ಯ ಹಾಗೂ ಭ್ರಾತೃತ್ವ ತತ್ವಗಳನ್ನು ಪಾಲಿಸಬೇಕು ಎಂದರು. [902, 1937, 1206, 2026]
article4-col2 [696, 1598, 939, 1865]
article4-dateline: ಬೆಂಗಳೂರು: [441, 1600, 485, 1612]
article5-col2-text: ಅಗ್ರಗಣ್ಯರು. ಪುನೀತ್ ರಾಜಕುಮಾರ್ ಮಾನವೀಯತೆಯ ಪ್ರತೀಕವಾಗಿದ್ದರು ಎಂದರು. ಅಭಿಮಾನಿಗಳು ಅವರ ಭಾವಚಿತ್ರಕ್ಕೆ ಪುಷ್ಪನಮನ ಸಲ್ಲಿಸಿ ನೆನಪಿಸಿಕೊಂಡರು. [247, 2239, 453, 2282]
page-number: 5 [1467, 5, 1511, 84]
article4-col3-text: ಯೋಚಿಸಬೇಕು. ಮಹಾತ್ಮ ಗಾಂಧೀಜಿಯವರ ಚಿಂತನೆಗಳು ಇಂದಿಗೂ ಪ್ರಸ್ತುತವಾಗಿವೆ. ಸತ್ಯ, ಅಹಿಂಸೆ ಮತ್ತು ಸರಳ ಜೀವನ ನಮ್ಮ ಸಮಾಜಕ್ಕೆ ಮಾರ್ಗದರ್ಶಿಯಾಗಿದೆ ಎಂದರು. ಕಾರ್ಯಕ್ರಮದಲ್ಲಿ ಗಾಂಧಿ ಸ್ಮಾರಕ ನಿಧಿಯ ಅಧ್ಯಕ್ಷರು, ಕಾಲೇಜಿನ ಪ್ರಾಂಶುಪಾಲರು, ಉಪನ್ಯಾಸಕರು ಹಾಗೂ ವಿದ್ಯಾರ್ಥಿಗಳು ಉಪಸ್ಥಿತರಿದ್ದರು. [951, 1600, 1194, 1673]
masthead-date: 30.10.2024 [1342, 57, 1408, 70]
article4-col2-text: ಸತ್ಯವನ್ನು ಪಾಲಿಸಬೇಕಾದರೆ ಅಹಿಂಸಾ ಮಾರ್ಗವನ್ನು ಅನುಸರಿಸಬೇಕು. ಗಾಂಧಿಯವರ ತತ್ವಗಳು ಸತ್ಯವನ್ನು ಪಾಲಿಸಿದವು. ಗಾಂಧೀಜಿಯವರು ಜೀವಮಾನದ ಬದುಕನ್ನು ಸಾರ್ವಜನಿಕ ಸೇವೆಗೆ ಮುಡಿಪಾಗಿಟ್ಟರು. ಇಂದಿನ ಯುವಜನರು ಗಾಂಧಿ ಚಿಂತನೆಗಳನ್ನು ಜೀವನದಲ್ಲಿ ಅಳವಡಿಸಿಕೊಳ್ಳಬೇಕು ಎಂದರು. [696, 1600, 939, 1673]
article1-dateline: ಮೈಸೂರು: [12, 167, 49, 180]
article3-col3 [821, 639, 1003, 1537]
article4-col3 [951, 1598, 1194, 1865]
